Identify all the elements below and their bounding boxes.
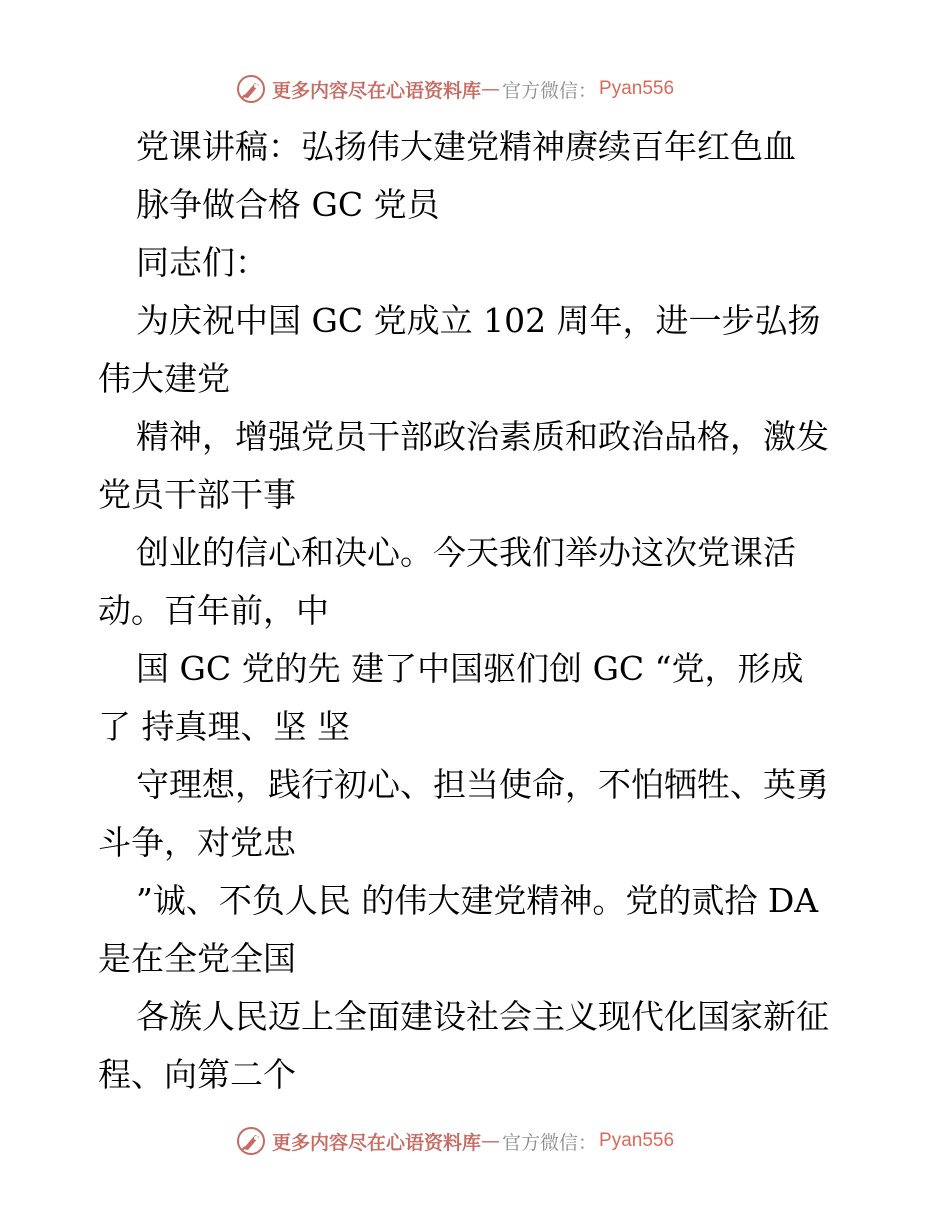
- footer-watermark-banner: [236, 1124, 674, 1158]
- document-title-line-1: 党课讲稿：弘扬伟大建党精神赓续百年红色血: [136, 127, 796, 166]
- banner-wechat-label: 官方微信：: [502, 79, 598, 102]
- document-title-line-2: 脉争做合格 GC 党员: [136, 185, 440, 224]
- body-text-line: 各族人民迈上全面建设社会主义现代化国家新征: [136, 997, 829, 1036]
- body-text-line: 了 持真理、坚 坚: [98, 707, 350, 746]
- header-watermark-banner: [236, 72, 674, 106]
- banner-wechat-id: Pyan556: [599, 78, 675, 99]
- body-text-line: 创业的信心和决心。今天我们举办这次党课活: [136, 533, 796, 572]
- body-text-line: ”诚、不负人民 的伟大建党精神。党的贰拾 DA: [136, 881, 819, 920]
- body-text-line: 是在全党全国: [98, 939, 296, 978]
- banner-wechat-id: Pyan556: [599, 1130, 675, 1151]
- body-text-line: 守理想，践行初心、担当使命，不怕牺牲、英勇: [136, 765, 829, 804]
- body-text-line: 国 GC 党的先 建了中国驱们创 GC “党，形成: [136, 649, 804, 688]
- document-body: [98, 118, 858, 1104]
- body-text-line: 斗争，对党忠: [98, 823, 296, 862]
- salutation: 同志们：: [136, 243, 268, 282]
- banner-main-text: 更多内容尽在心语资料库: [272, 1131, 482, 1154]
- banner-main-text: 更多内容尽在心语资料库: [272, 79, 482, 102]
- body-text-line: 为庆祝中国 GC 党成立 102 周年，进一步弘扬: [136, 301, 821, 340]
- body-text-line: 党员干部干事: [98, 475, 296, 514]
- body-text-line: 精神，增强党员干部政治素质和政治品格，激发: [136, 417, 829, 456]
- pen-nib-logo-icon: [236, 74, 266, 104]
- banner-dash: —: [481, 1130, 501, 1152]
- body-text-line: 动。百年前，中: [98, 591, 329, 630]
- pen-nib-logo-icon: [236, 1126, 266, 1156]
- banner-dash: —: [481, 78, 501, 100]
- body-text-line: 伟大建党: [98, 359, 230, 398]
- body-text-line: 程、向第二个: [98, 1055, 296, 1094]
- banner-wechat-label: 官方微信：: [502, 1131, 598, 1154]
